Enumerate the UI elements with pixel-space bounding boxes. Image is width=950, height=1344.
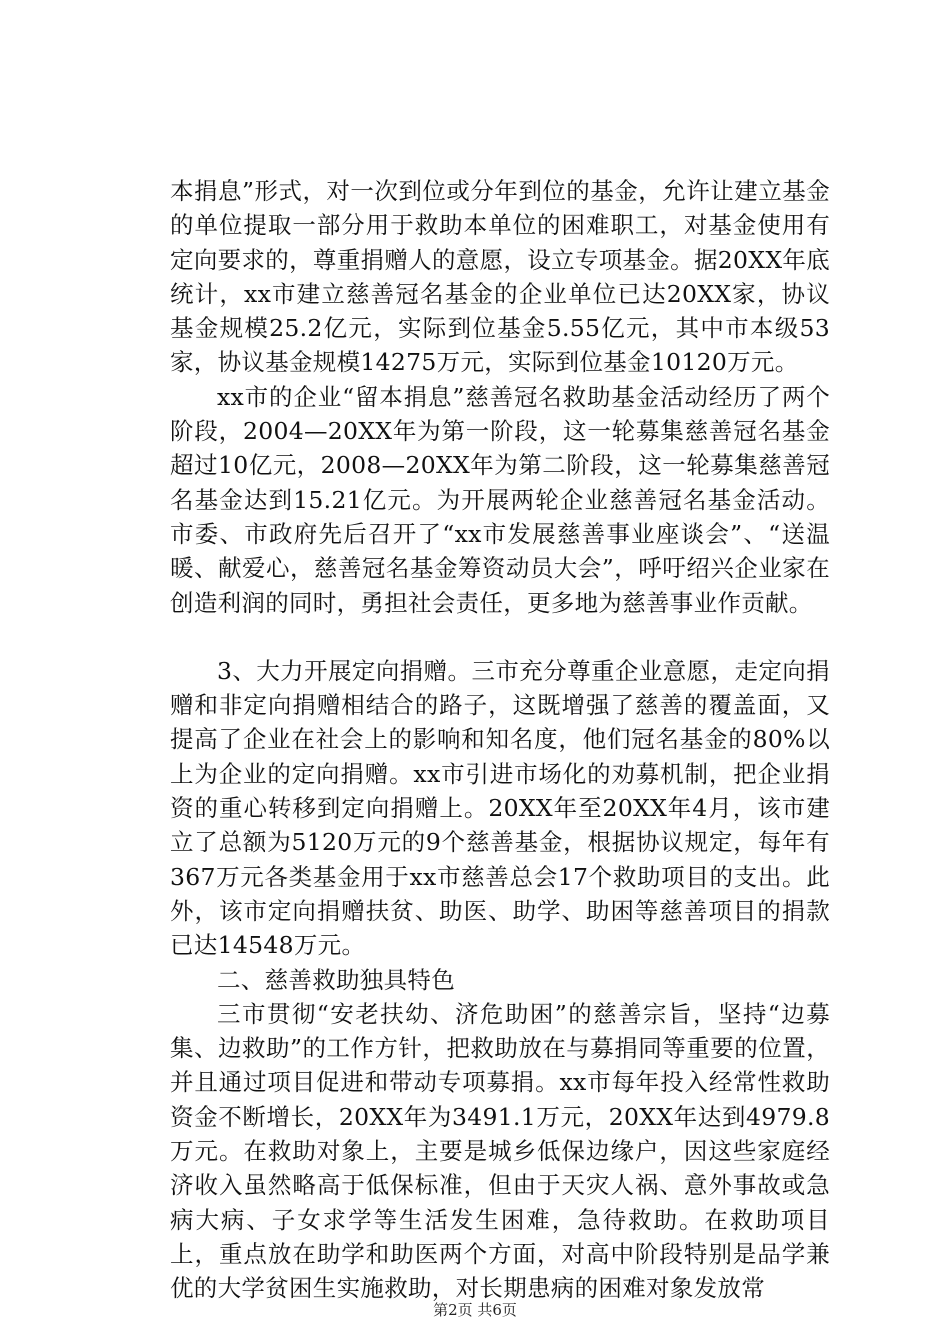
paragraph-directed-donation: 3、大力开展定向捐赠。三市充分尊重企业意愿，走定向捐赠和非定向捐赠相结合的路子，这既增强了慈善的覆盖面，又提高了企业在社会上的影响和知名度，他们冠名基金的80%以上为企业的定向捐赠。xx市引进市场化的劝募机制，把企业捐资的重心转移到定向捐赠上。20XX年至20XX年4月，该市建立了总额为5120万元的9个慈善基金，根据协议规定，每年有367万元各类基金用于xx市慈善总会17个救助项目的支出。此外，该市定向捐赠扶贫、助医、助学、助困等慈善项目的捐款已达14548万元。	[170, 656, 830, 960]
section-heading: 二、慈善救助独具特色	[217, 965, 455, 994]
paragraph-two-stages: xx市的企业“留本捐息”慈善冠名救助基金活动经历了两个阶段，2004—20XX年为第一阶段，这一轮募集慈善冠名基金超过10亿元，2008—20XX年为第二阶段，这一轮募集慈善冠名基金达到15.21亿元。为开展两轮企业慈善冠名基金活动。市委、市政府先后召开了“xx市发展慈善事业座谈会”、“送温暖、献爱心，慈善冠名基金筹资动员大会”，呼吁绍兴企业家在创造利润的同时，勇担社会责任，更多地为慈善事业作贡献。	[170, 382, 830, 617]
document-body	[170, 174, 830, 1306]
paragraph-relief-features: 三市贯彻“安老扶幼、济危助困”的慈善宗旨，坚持“边募集、边救助”的工作方针，把救助放在与募捐同等重要的位置，并且通过项目促进和带动专项募捐。xx市每年投入经常性救助资金不断增长，20XX年为3491.1万元，20XX年达到4979.8万元。在救助对象上，主要是城乡低保边缘户，因这些家庭经济收入虽然略高于低保标准，但由于天灾人祸、意外事故或急病大病、子女求学等生活发生困难，急待救助。在救助项目上，重点放在助学和助医两个方面，对高中阶段特别是品学兼优的大学贫困生实施救助，对长期患病的困难对象发放常	[170, 999, 830, 1303]
paragraph-continued: 本捐息”形式，对一次到位或分年到位的基金，允许让建立基金的单位提取一部分用于救助本单位的困难职工，对基金使用有定向要求的，尊重捐赠人的意愿，设立专项基金。据20XX年底统计，xx市建立慈善冠名基金的企业单位已达20XX家，协议基金规模25.2亿元，实际到位基金5.55亿元，其中市本级53家，协议基金规模14275万元，实际到位基金10120万元。	[170, 177, 830, 377]
page-footer: 第2页 共6页	[433, 1301, 517, 1319]
